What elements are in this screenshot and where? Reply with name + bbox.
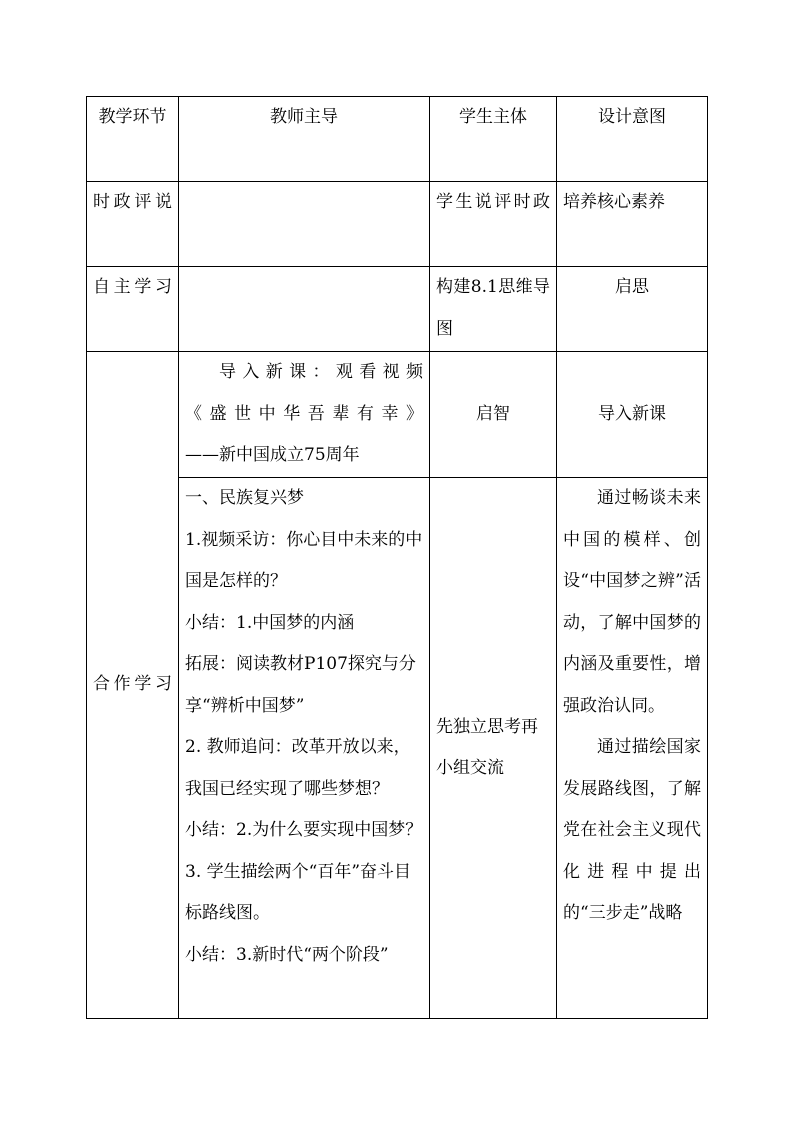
intent-cell: 导入新课 xyxy=(557,352,708,478)
table-row xyxy=(87,478,708,1019)
intent-paragraph: 通过描绘国家发展路线图，了解党在社会主义现代化进程中提出的“三步走”战略 xyxy=(563,737,701,923)
teacher-line: 小结：3.新时代“两个阶段” xyxy=(185,944,389,965)
teacher-line: 一、民族复兴梦 xyxy=(185,488,304,508)
student-cell: 学生说评时政 xyxy=(430,182,557,267)
teacher-line: 小结：2.为什么要实现中国梦？ xyxy=(185,820,423,840)
teacher-cell xyxy=(179,352,430,478)
intent-paragraph: 通过畅谈未来中国的模样、创设“中国梦之辨”活动，了解中国梦的内涵及重要性，增强政治认同。 xyxy=(563,488,701,716)
teacher-line: 2. 教师追问：改革开放以来，我国已经实现了哪些梦想？ xyxy=(185,737,411,799)
header-stage: 教学环节 xyxy=(87,97,179,182)
teacher-cell xyxy=(179,182,430,267)
table-row xyxy=(87,352,708,478)
table-row xyxy=(87,267,708,352)
intro-line: 《盛世中华吾辈有幸》 xyxy=(185,403,423,424)
stage-cell: 自主学习 xyxy=(87,267,179,352)
teacher-cell xyxy=(179,267,430,352)
intent-cell xyxy=(557,478,708,1019)
header-intent: 设计意图 xyxy=(557,97,708,182)
intro-line: 导入新课：观看视频 xyxy=(219,362,423,382)
student-cell: 启智 xyxy=(430,352,557,478)
teacher-line: 3. 学生描绘两个“百年”奋斗目标路线图。 xyxy=(185,861,412,923)
header-teacher: 教师主导 xyxy=(179,97,430,182)
header-row xyxy=(87,97,708,182)
teacher-line: 拓展：阅读教材P107探究与分享“辨析中国梦” xyxy=(185,654,416,716)
teacher-line: 1.视频采访：你心目中未来的中国是怎样的？ xyxy=(185,529,423,591)
student-cell: 构建8.1思维导图 xyxy=(430,267,557,352)
lesson-plan-table xyxy=(86,96,708,1019)
stage-cell: 时政评说 xyxy=(87,182,179,267)
student-cell: 先独立思考再小组交流 xyxy=(430,478,557,1019)
teacher-line: 小结：1.中国梦的内涵 xyxy=(185,612,355,633)
stage-cell: 合作学习 xyxy=(87,352,179,1019)
table-row xyxy=(87,182,708,267)
header-student: 学生主体 xyxy=(430,97,557,182)
intent-cell: 培养核心素养 xyxy=(557,182,708,267)
teacher-cell xyxy=(179,478,430,1019)
intent-cell: 启思 xyxy=(557,267,708,352)
intro-line: ——新中国成立75周年 xyxy=(185,445,360,465)
